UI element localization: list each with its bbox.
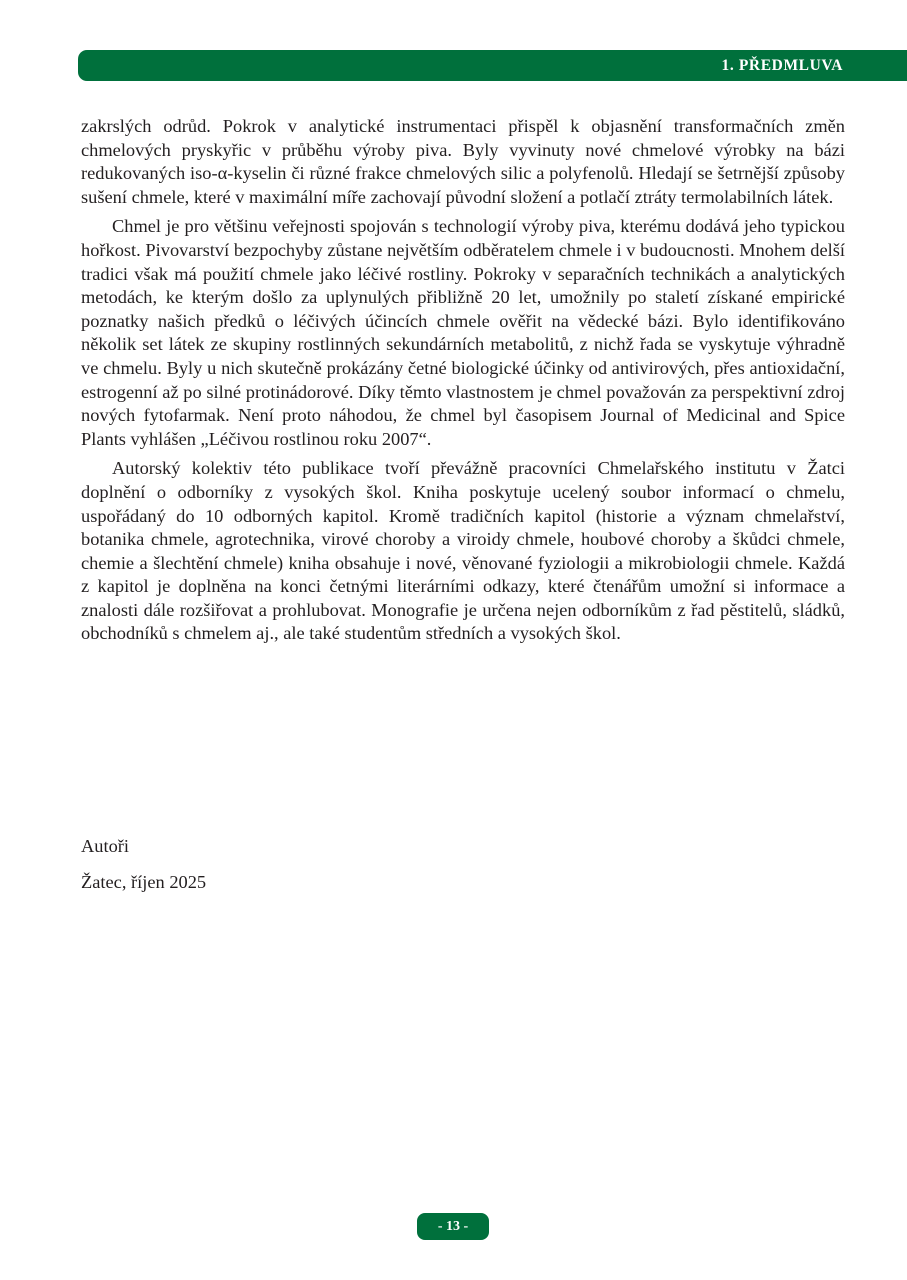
preface-body [81, 115, 845, 652]
signature-place-date: Žatec, říjen 2025 [81, 872, 207, 892]
signature-authors: Autoři [81, 836, 130, 856]
paragraph-hops-medicinal: Chmel je pro většinu veřejnosti spojován s technologií výroby piva, kterému dodává jeho typickou hořkost. Pivovarství bezpochyby zůstane největším odběratelem chmele i v budoucnosti. Mnohem delší tradici však má použití chmele jako léčivé rostliny. Pokroky v separačních technikách a analytických metodách, ke kterým došlo za uplynulých přibližně 20 let, umožnily po staletí získané empirické poznatky našich předků o léčivých účincích chmele ověřit na vědecké bázi. Bylo identifikováno několik set látek ze skupiny rostlinných sekundárních metabolitů, z nichž řada se vyskytuje výhradně ve chmelu. Byly u nich skutečně prokázány četné biologické účinky od antivirových, přes antioxidační, estrogenní až po silné protinádorové. Díky těmto vlastnostem je chmel považován za perspektivní zdroj nových fytofarmak. Není proto náhodou, že chmel byl časopisem Journal of Medicinal and Spice Plants vyhlášen „Léčivou rostlinou roku 2007“. [81, 216, 845, 449]
page-number-badge: - 13 - [417, 1213, 489, 1240]
chapter-title: 1. PŘEDMLUVA [721, 57, 843, 74]
paragraph-continued: zakrslých odrůd. Pokrok v analytické instrumentaci přispěl k objasnění transformačních změn chmelových pryskyřic v průběhu výroby piva. Byly vyvinuty nové chmelové výrobky na bázi redukovaných iso-α-kyselin či různé frakce chmelových silic a polyfenolů. Hledají se šetrnější způsoby sušení chmele, které v maximální míře zachovají původní složení a potlačí ztráty termolabilních látek. [81, 116, 845, 207]
paragraph-authors-collective: Autorský kolektiv této publikace tvoří převážně pracovníci Chmelařského institutu v Žatci doplnění o odborníky z vysokých škol. Kniha poskytuje ucelený soubor informací o chmelu, uspořádaný do 10 odborných kapitol. Kromě tradičních kapitol (historie a význam chmelařství, botanika chmele, agrotechnika, virové choroby a viroidy chmele, houbové choroby a škůdci chmele, chemie a šlechtění chmele) kniha obsahuje i nové, věnované fyziologii a mikrobiologii chmele. Každá z kapitol je doplněna na konci četnými literárními odkazy, které čtenářům umožní si informace a znalosti dále rozšiřovat a prohlubovat. Monografie je určena nejen odborníkům z řad pěstitelů, sládků, obchodníků s chmelem aj., ale také studentům středních a vysokých škol. [81, 458, 845, 644]
chapter-header-band [78, 50, 907, 81]
